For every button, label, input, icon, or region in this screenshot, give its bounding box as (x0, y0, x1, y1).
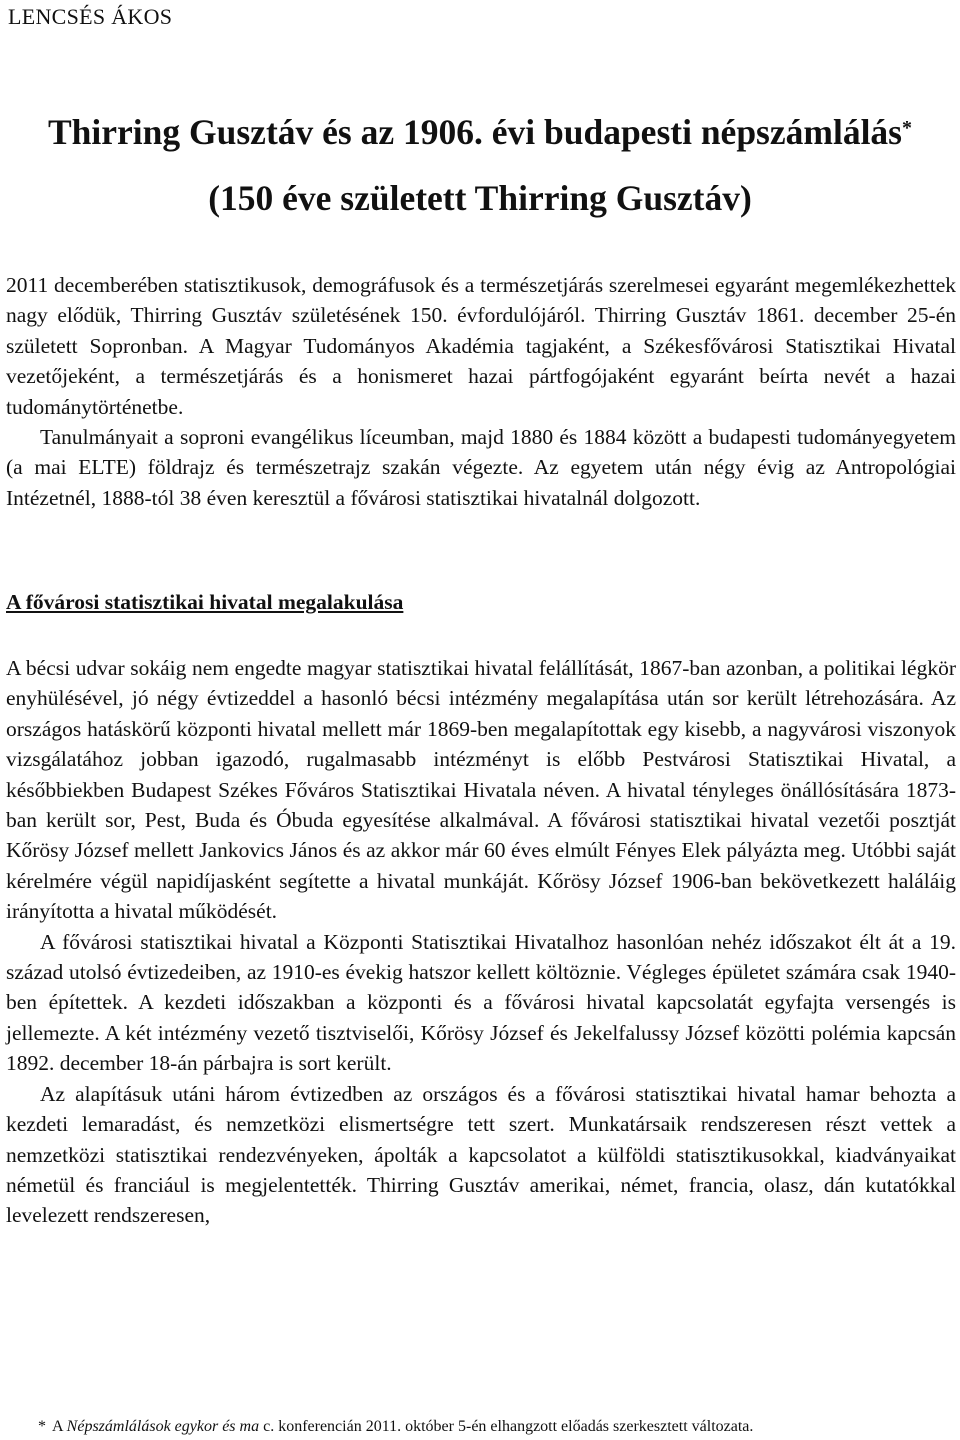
article-title (0, 112, 960, 152)
article-subtitle: (150 éve született Thirring Gusztáv) (208, 178, 752, 218)
intro-section (6, 270, 956, 513)
footnote-mark: * (38, 1418, 46, 1435)
footnote-suffix: c. konferencián 2011. október 5-én elhangzott előadás szerkesztett változata. (259, 1418, 754, 1435)
footnote-italic-title: Népszámlálások egykor és ma (66, 1418, 260, 1435)
section-paragraph-1: A bécsi udvar sokáig nem engedte magyar statisztikai hivatal felállítását, 1867-ban azonban, a politikai légkör enyhülésével, jó négy évtizeddel a hasonló bécsi intézmény megalapítása után sor került létrehozására. Az országos hatáskörű központi hivatal mellett már 1869-ben megalapítottak egy kisebb, a nagyvárosi viszonyok vizsgálatához jobban igazodó, rugalmasabb intézményt is előbb Pestvárosi Statisztikai Hivatal, a későbbiekben Budapest Székes Főváros Statisztikai Hivatala néven. A hivatal tényleges önállósítására 1873-ban került sor, Pest, Buda és Óbuda egyesítése alkalmával. A fővárosi statisztikai hivatal vezetői posztját Kőrösy József mellett Jankovics János és az akkor már 60 éves elmúlt Fényes Elek pályázta meg. Utóbbi saját kérelmére végül napidíjasként segítette a hivatal munkáját. Kőrösy József 1906-ban bekövetkezett haláláig irányította a hivatal működését. (6, 656, 956, 924)
footnote-marker: * (902, 117, 912, 139)
article-title-text: Thirring Gusztáv és az 1906. évi budapesti népszámlálás (47, 112, 902, 152)
intro-paragraph-2: Tanulmányait a soproni evangélikus líceumban, majd 1880 és 1884 között a budapesti tudományegyetem (a mai ELTE) földrajz és természetrajz szakán végezte. Az egyetem után négy évig az Antropológiai Intézetnél, 1888-tól 38 éven keresztül a fővárosi statisztikai hivatalnál dolgozott. (6, 425, 956, 510)
author-name: LENCSÉS ÁKOS (8, 4, 173, 29)
footnote (38, 1418, 753, 1436)
section-paragraph-3: Az alapításuk utáni három évtizedben az országos és a fővárosi statisztikai hivatal hamar behozta a kezdeti lemaradást, és nemzetközi elismertségre tett szert. Munkatársaik rendszeresen részt vettek a nemzetközi statisztikai rendezvényeken, ápolták a kapcsolatot a külföldi statisztikusokkal, kiadványaikat németül és franciául is megjelentették. Thirring Gusztáv amerikai, német, francia, olasz, dán kutatókkal levelezett rendszeresen, (6, 1081, 956, 1228)
footnote-prefix: A (52, 1418, 67, 1435)
intro-paragraph-1: 2011 decemberében statisztikusok, demográfusok és a természetjárás szerelmesei egyaránt megemlékezhettek nagy elődük, Thirring Gusztáv születésének 150. évfordulójáról. Thirring Gusztáv 1861. december 25-én született Sopronban. A Magyar Tudományos Akadémia tagjaként, a Székesfővárosi Statisztikai Hivatal vezetőjeként, a természetjárás és a honismeret hazai pártfogójaként egyaránt beírta nevét a hazai tudománytörténetbe. (6, 273, 956, 419)
section-paragraph-2: A fővárosi statisztikai hivatal a Központi Statisztikai Hivatalhoz hasonlóan nehéz időszakot élt át a 19. század utolsó évtizedeiben, az 1910-es évekig hatszor kellett költöznie. Végleges épületet számára csak 1940-ben építettek. A kezdeti időszakban a központi és a fővárosi hivatal kapcsolatát egyfajta versengés is jellemezte. A két intézmény vezető tisztviselői, Kőrösy József és Jekelfalussy József közötti polémia kapcsán 1892. december 18-án párbajra is sort került. (6, 929, 956, 1076)
section-body (6, 653, 956, 1231)
section-heading: A fővárosi statisztikai hivatal megalakulása (6, 590, 404, 614)
